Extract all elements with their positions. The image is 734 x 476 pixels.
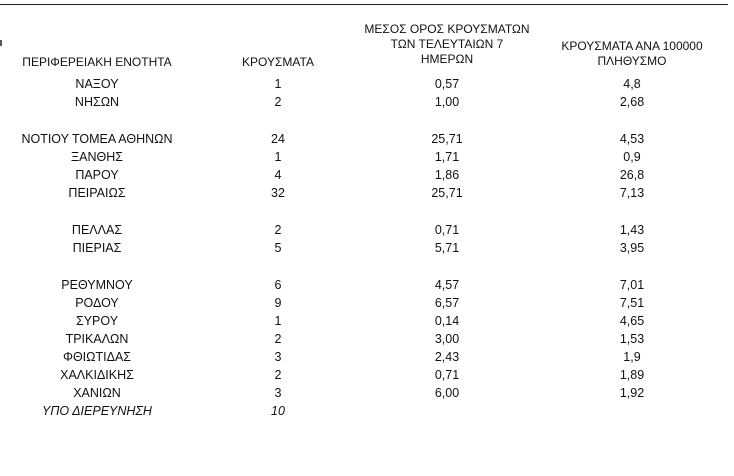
cases-value: 3 xyxy=(274,350,282,364)
region-name: ΣΥΡΟΥ xyxy=(75,314,119,328)
table-row xyxy=(0,366,734,384)
top-rule xyxy=(0,4,728,5)
table-row xyxy=(0,330,734,348)
rate-value: 7,01 xyxy=(619,278,645,292)
average-value: 1,71 xyxy=(434,150,460,164)
region-name: ΧΑΛΚΙΔΙΚΗΣ xyxy=(60,368,134,382)
row-gap xyxy=(0,202,734,221)
table-row xyxy=(0,348,734,366)
header-cases-per-100000 xyxy=(534,39,730,69)
average-value: 0,71 xyxy=(434,223,460,237)
region-name: ΞΑΝΘΗΣ xyxy=(71,150,123,164)
cases-value: 5 xyxy=(274,241,282,255)
average-value: 2,43 xyxy=(434,350,460,364)
rate-value: 1,43 xyxy=(619,223,645,237)
average-value: 0,71 xyxy=(434,368,460,382)
region-name: ΝΟΤΙΟΥ ΤΟΜΕΑ ΑΘΗΝΩΝ xyxy=(21,132,173,146)
table-row xyxy=(0,130,734,148)
cases-value: 9 xyxy=(274,296,282,310)
cases-value: 2 xyxy=(274,368,282,382)
region-name: ΡΕΘΥΜΝΟΥ xyxy=(61,278,133,292)
edge-mark xyxy=(0,40,2,46)
header-seven-day-average xyxy=(352,22,542,67)
region-name: ΧΑΝΙΩΝ xyxy=(73,386,121,400)
average-value: 0,57 xyxy=(434,77,460,91)
header-rate-line-2: ΠΛΗΘΥΣΜΟ xyxy=(597,54,667,68)
table-row xyxy=(0,221,734,239)
header-avg-line-3: ΗΜΕΡΩΝ xyxy=(420,52,474,66)
table-row xyxy=(0,93,734,111)
under-investigation-cases: 10 xyxy=(271,404,285,418)
rate-value: 1,92 xyxy=(619,386,645,400)
table-row xyxy=(0,75,734,93)
rate-value: 1,53 xyxy=(619,332,645,346)
average-value: 0,14 xyxy=(434,314,460,328)
cases-value: 32 xyxy=(271,186,285,200)
rate-value: 1,89 xyxy=(619,368,645,382)
row-gap xyxy=(0,257,734,276)
average-value: 6,57 xyxy=(434,296,460,310)
average-value: 25,71 xyxy=(431,132,463,146)
region-name: ΤΡΙΚΑΛΩΝ xyxy=(65,332,129,346)
average-value: 1,00 xyxy=(434,95,460,109)
cases-value: 1 xyxy=(274,314,282,328)
cases-value: 4 xyxy=(274,168,282,182)
region-name: ΠΕΛΛΑΣ xyxy=(71,223,123,237)
header-cases: ΚΡΟΥΣΜΑΤΑ xyxy=(242,55,314,69)
header-rate-line-1: ΚΡΟΥΣΜΑΤΑ ΑΝΑ 100000 xyxy=(561,39,703,53)
average-value: 4,57 xyxy=(434,278,460,292)
cases-value: 2 xyxy=(274,223,282,237)
region-name: ΝΗΣΩΝ xyxy=(74,95,120,109)
cases-table xyxy=(0,75,734,420)
average-value: 6,00 xyxy=(434,386,460,400)
cases-value: 1 xyxy=(274,150,282,164)
rate-value: 7,13 xyxy=(619,186,645,200)
rate-value: 7,51 xyxy=(619,296,645,310)
under-investigation-label: ΥΠΟ ΔΙΕΡΕΥΝΗΣΗ xyxy=(42,404,152,418)
region-name: ΝΑΞΟΥ xyxy=(75,77,119,91)
cases-value: 1 xyxy=(274,77,282,91)
cases-value: 2 xyxy=(274,332,282,346)
rate-value: 3,95 xyxy=(619,241,645,255)
rate-value: 2,68 xyxy=(619,95,645,109)
region-name: ΠΕΙΡΑΙΩΣ xyxy=(68,186,126,200)
cases-value: 6 xyxy=(274,278,282,292)
rate-value: 4,53 xyxy=(619,132,645,146)
table-row xyxy=(0,166,734,184)
region-name: ΡΟΔΟΥ xyxy=(75,296,119,310)
average-value: 5,71 xyxy=(434,241,460,255)
table-row xyxy=(0,184,734,202)
rate-value: 0,9 xyxy=(623,150,641,164)
rate-value: 1,9 xyxy=(623,350,641,364)
header-avg-line-1: ΜΕΣΟΣ ΟΡΟΣ ΚΡΟΥΣΜΑΤΩΝ xyxy=(364,22,530,36)
average-value: 1,86 xyxy=(434,168,460,182)
under-investigation-row xyxy=(0,402,734,420)
region-name: ΠΙΕΡΙΑΣ xyxy=(72,241,122,255)
cases-value: 24 xyxy=(271,132,285,146)
average-value: 25,71 xyxy=(431,186,463,200)
table-row xyxy=(0,312,734,330)
region-name: ΦΘΙΩΤΙΔΑΣ xyxy=(62,350,132,364)
rate-value: 4,8 xyxy=(623,77,641,91)
header-region: ΠΕΡΙΦΕΡΕΙΑΚΗ ΕΝΟΤΗΤΑ xyxy=(22,55,172,69)
header-avg-line-2: ΤΩΝ ΤΕΛΕΥΤΑΙΩΝ 7 xyxy=(390,37,504,51)
cases-value: 3 xyxy=(274,386,282,400)
region-name: ΠΑΡΟΥ xyxy=(75,168,119,182)
table-row xyxy=(0,294,734,312)
cases-value: 2 xyxy=(274,95,282,109)
table-row xyxy=(0,384,734,402)
table-row xyxy=(0,276,734,294)
rate-value: 4,65 xyxy=(619,314,645,328)
row-gap xyxy=(0,111,734,130)
table-row xyxy=(0,239,734,257)
table-row xyxy=(0,148,734,166)
rate-value: 26,8 xyxy=(619,168,645,182)
average-value: 3,00 xyxy=(434,332,460,346)
